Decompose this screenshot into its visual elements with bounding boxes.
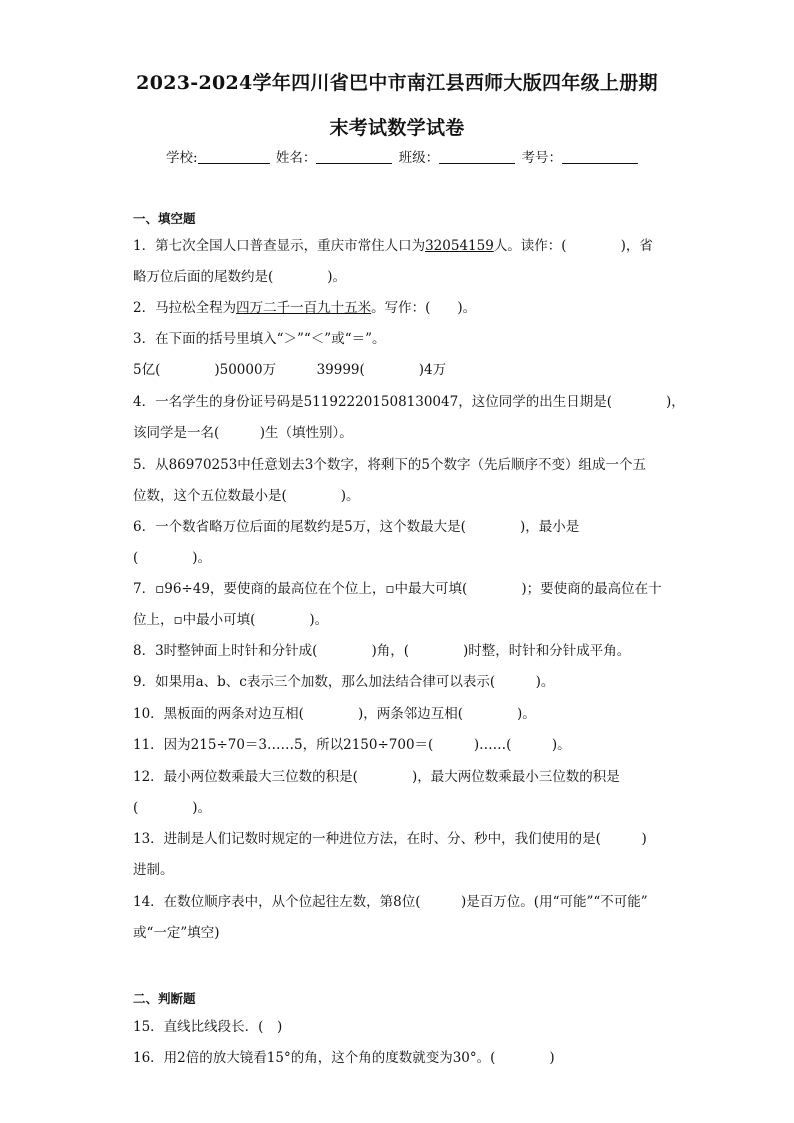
question-5-line-2: 位数，这个五位数最小是( )。 — [133, 488, 360, 504]
marathon-distance: 四万二千一百九十五米 — [236, 300, 372, 316]
question-9: 9．如果用a、b、c表示三个加数，那么加法结合律可以表示( )。 — [133, 674, 555, 690]
name-label: 姓名： — [275, 150, 317, 166]
question-4-line-2: 该同学是一名( )生（填性别）。 — [133, 425, 353, 441]
question-1-prefix: 1．第七次全国人口普查显示，重庆市常住人口为 — [133, 238, 426, 254]
question-8: 8．3时整钟面上时针和分针成( )角，( )时整，时针和分针成平角。 — [133, 643, 631, 659]
question-2-suffix: 。写作：( )。 — [371, 300, 477, 316]
question-1-line-1 — [133, 234, 653, 254]
question-10: 10．黑板面的两条对边互相( )，两条邻边互相( )。 — [133, 706, 536, 722]
question-13-line-1: 13．进制是人们记数时规定的一种进位方法，在时、分、秒中，我们使用的是( ) — [133, 831, 647, 847]
question-1-suffix: 人。读作：( )，省 — [493, 238, 653, 254]
question-12-line-2: ( )。 — [133, 800, 212, 816]
question-7-line-1: 7．▫96÷49，要使商的最高位在个位上，▫中最大可填( )；要使商的最高位在十 — [133, 581, 662, 597]
question-3-items: 5亿( )50000万 39999( )4万 — [133, 362, 447, 378]
section-judge-heading: 二、判断题 — [133, 991, 196, 1006]
exam-number-blank[interactable] — [562, 149, 638, 164]
exam-number-label: 考号： — [521, 150, 562, 166]
question-11: 11．因为215÷70＝3……5，所以2150÷700＝( )……( )。 — [133, 737, 571, 753]
question-3: 3．在下面的括号里填入“＞”“＜”或“＝”。 — [133, 331, 386, 347]
school-label: 学校: — [166, 150, 198, 166]
question-15: 15．直线比线段长．( ) — [133, 1019, 283, 1035]
question-16: 16．用2倍的放大镜看15°的角，这个角的度数就变为30°。( ) — [133, 1050, 555, 1066]
question-12-line-1: 12．最小两位数乘最大三位数的积是( )，最大两位数乘最小三位数的积是 — [133, 769, 620, 785]
question-14-line-1: 14．在数位顺序表中，从个位起往左数，第8位( )是百万位。(用“可能”“不可能” — [133, 894, 648, 910]
class-blank[interactable] — [439, 149, 515, 164]
question-2-prefix: 2．马拉松全程为 — [133, 300, 237, 316]
population-number: 32054159 — [425, 238, 494, 254]
question-7-line-2: 位上，▫中最小可填( )。 — [133, 612, 329, 628]
name-blank[interactable] — [316, 149, 392, 164]
question-13-line-2: 进制。 — [133, 862, 174, 878]
question-5-line-1: 5．从86970253中任意划去3个数字，将剩下的5个数字（先后顺序不变）组成一个五 — [133, 457, 646, 473]
question-6-line-1: 6．一个数省略万位后面的尾数约是5万，这个数最大是( )，最小是 — [133, 519, 580, 535]
question-4-line-1: 4．一名学生的身份证号码是511922201508130047，这位同学的出生日期是( )， — [133, 394, 685, 410]
class-label: 班级： — [398, 150, 440, 166]
question-14-line-2: 或“一定”填空) — [133, 925, 220, 941]
exam-title-line-2: 末考试数学试卷 — [329, 117, 465, 139]
question-6-line-2: ( )。 — [133, 550, 212, 566]
student-info-row — [166, 146, 640, 166]
question-1-line-2: 略万位后面的尾数约是( )。 — [133, 269, 347, 285]
question-2 — [133, 296, 476, 316]
section-fill-in-heading: 一、填空题 — [133, 211, 196, 226]
school-blank[interactable] — [198, 149, 270, 164]
exam-title-line-1: 2023-2024学年四川省巴中市南江县西师大版四年级上册期 — [136, 72, 658, 94]
